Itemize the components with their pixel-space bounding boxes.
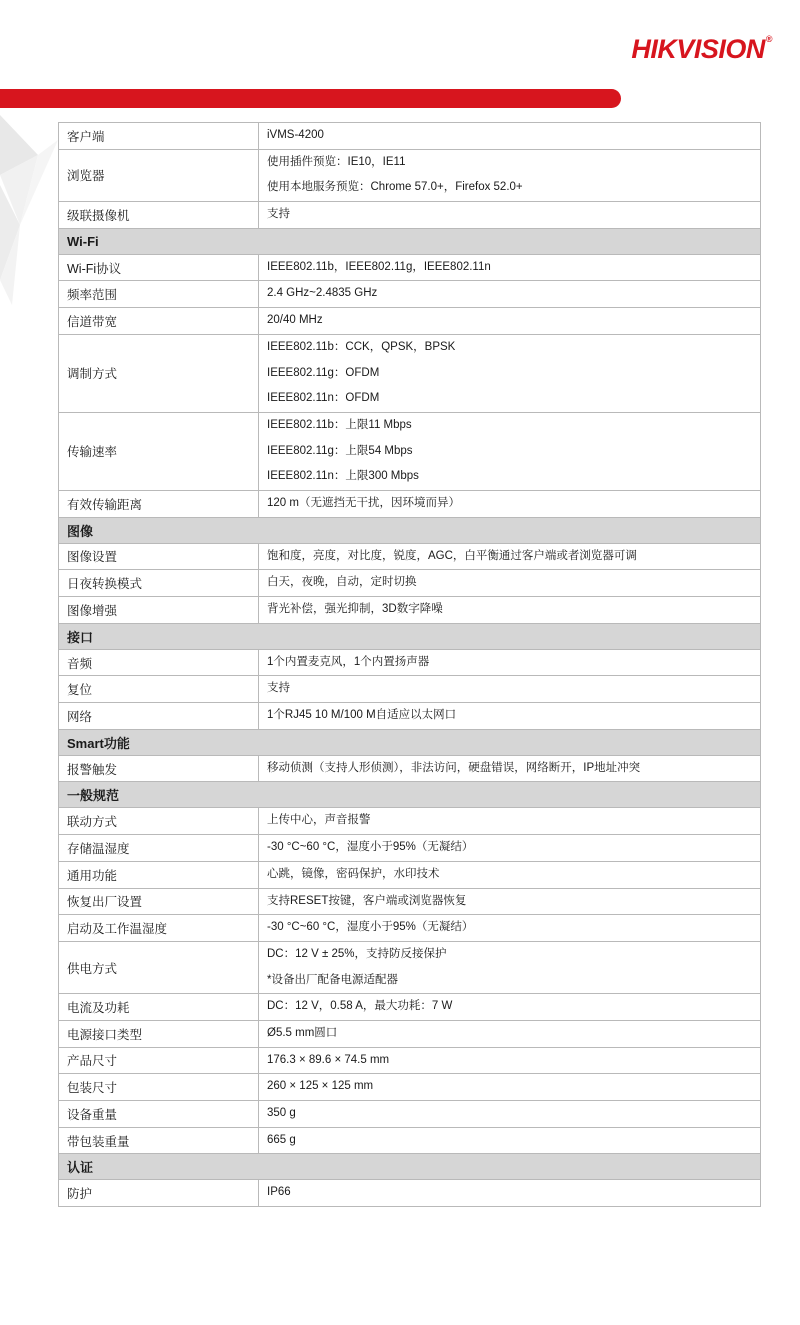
spec-value-line: DC：12 V ± 25%，支持防反接保护: [267, 947, 447, 960]
spec-value-line: 白天，夜晚，自动，定时切换: [267, 576, 417, 589]
spec-value: [259, 1127, 761, 1154]
spec-value-line: IEEE802.11b：CCK，QPSK，BPSK: [267, 340, 456, 353]
spec-value-line: 支持: [267, 682, 290, 695]
spec-value-line: IEEE802.11g：OFDM: [267, 366, 380, 379]
spec-row: [59, 1074, 761, 1101]
spec-row: [59, 570, 761, 597]
spec-table: [58, 122, 761, 1207]
spec-row: [59, 888, 761, 915]
spec-value-line: 移动侦测（支持人形侦测），非法访问，硬盘错误，网络断开，IP地址冲突: [267, 761, 641, 774]
spec-row: [59, 281, 761, 308]
spec-value-line: 饱和度，亮度，对比度，锐度，AGC，白平衡通过客户端或者浏览器可调: [267, 549, 637, 562]
spec-value-line: 使用本地服务预览：Chrome 57.0+，Firefox 52.0+: [267, 181, 523, 194]
spec-value-line: -30 °C~60 °C，湿度小于95%（无凝结）: [267, 921, 474, 934]
spec-value: [259, 649, 761, 676]
spec-value: [259, 888, 761, 915]
hikvision-logo: [631, 34, 772, 65]
spec-label: 信道带宽: [59, 308, 259, 335]
spec-label: 有效传输距离: [59, 490, 259, 517]
spec-row: [59, 861, 761, 888]
spec-row: [59, 543, 761, 570]
section-header-row: [59, 228, 761, 254]
spec-label: 防护: [59, 1180, 259, 1207]
section-title: 认证: [59, 1154, 761, 1180]
spec-label: 客户端: [59, 123, 259, 150]
spec-value: [259, 412, 761, 490]
spec-value-line: 2.4 GHz~2.4835 GHz: [267, 287, 378, 300]
section-header-row: [59, 1154, 761, 1180]
spec-value-line: 350 g: [267, 1107, 296, 1119]
spec-row: [59, 1180, 761, 1207]
spec-value-line: 使用插件预览：IE10，IE11: [267, 155, 406, 168]
spec-value: [259, 1074, 761, 1101]
spec-value: [259, 1047, 761, 1074]
spec-label: 设备重量: [59, 1101, 259, 1128]
spec-value: [259, 149, 761, 201]
header-red-bar: [0, 89, 621, 108]
section-title: Wi-Fi: [59, 228, 761, 254]
spec-value-line: 背光补偿，强光抑制，3D数字降噪: [267, 603, 443, 615]
spec-value: [259, 254, 761, 281]
spec-label: 日夜转换模式: [59, 570, 259, 597]
spec-value-line: Ø5.5 mm圆口: [267, 1026, 338, 1039]
spec-value-line: 120 m（无遮挡无干扰，因环境而异）: [267, 496, 460, 509]
section-title: 一般规范: [59, 782, 761, 808]
spec-value-line: 1个内置麦克风，1个内置扬声器: [267, 655, 430, 668]
spec-label: 产品尺寸: [59, 1047, 259, 1074]
decorative-shards: [0, 105, 62, 315]
spec-value-line: 心跳，镜像，密码保护，水印技术: [267, 867, 440, 880]
section-header-row: [59, 517, 761, 543]
spec-value-line: DC：12 V，0.58 A，最大功耗：7 W: [267, 1000, 453, 1013]
section-title: 接口: [59, 623, 761, 649]
spec-row: [59, 202, 761, 229]
spec-label: 频率范围: [59, 281, 259, 308]
spec-value: [259, 915, 761, 942]
spec-label: 级联摄像机: [59, 202, 259, 229]
spec-row: [59, 123, 761, 150]
spec-label: 通用功能: [59, 861, 259, 888]
spec-label: 存储温湿度: [59, 835, 259, 862]
section-header-row: [59, 729, 761, 755]
spec-value-line: 上传中心，声音报警: [267, 814, 371, 827]
spec-row: [59, 334, 761, 412]
spec-value: [259, 543, 761, 570]
spec-row: [59, 412, 761, 490]
spec-row: [59, 1020, 761, 1047]
spec-value: [259, 597, 761, 624]
spec-label: 电流及功耗: [59, 994, 259, 1021]
section-title: Smart功能: [59, 729, 761, 755]
spec-label: 报警触发: [59, 755, 259, 782]
spec-value-line: IEEE802.11g：上限54 Mbps: [267, 444, 413, 457]
spec-label: 电源接口类型: [59, 1020, 259, 1047]
section-header-row: [59, 782, 761, 808]
spec-value-line: 20/40 MHz: [267, 314, 323, 327]
spec-label: 复位: [59, 676, 259, 703]
spec-row: [59, 915, 761, 942]
spec-value: [259, 308, 761, 335]
spec-value-line: IEEE802.11b，IEEE802.11g，IEEE802.11n: [267, 260, 491, 273]
spec-row: [59, 1127, 761, 1154]
spec-value-line: IEEE802.11b：上限11 Mbps: [267, 418, 412, 431]
spec-value: [259, 755, 761, 782]
spec-label: 传输速率: [59, 412, 259, 490]
spec-row: [59, 1047, 761, 1074]
spec-row: [59, 597, 761, 624]
spec-label: 带包装重量: [59, 1127, 259, 1154]
spec-value-line: 260 × 125 × 125 mm: [267, 1080, 374, 1093]
spec-value-line: *设备出厂配备电源适配器: [267, 973, 398, 986]
spec-label: 网络: [59, 703, 259, 730]
spec-value-line: IP66: [267, 1186, 291, 1199]
spec-value-line: IEEE802.11n：OFDM: [267, 392, 380, 405]
spec-row: [59, 308, 761, 335]
spec-value: [259, 861, 761, 888]
spec-label: 图像设置: [59, 543, 259, 570]
spec-label: 联动方式: [59, 808, 259, 835]
spec-label: 启动及工作温湿度: [59, 915, 259, 942]
spec-value: [259, 703, 761, 730]
spec-row: [59, 835, 761, 862]
spec-value: [259, 676, 761, 703]
spec-label: 供电方式: [59, 941, 259, 993]
spec-value-line: 1个RJ45 10 M/100 M自适应以太网口: [267, 709, 457, 722]
spec-value-line: 支持RESET按键，客户端或浏览器恢复: [267, 894, 467, 907]
spec-value: [259, 490, 761, 517]
spec-value: [259, 1101, 761, 1128]
spec-row: [59, 649, 761, 676]
spec-value: [259, 808, 761, 835]
spec-row: [59, 808, 761, 835]
spec-value: [259, 202, 761, 229]
spec-row: [59, 149, 761, 201]
spec-value: [259, 1020, 761, 1047]
spec-value-line: -30 °C~60 °C，湿度小于95%（无凝结）: [267, 841, 474, 854]
spec-row: [59, 941, 761, 993]
spec-value: [259, 941, 761, 993]
section-header-row: [59, 623, 761, 649]
spec-value: [259, 570, 761, 597]
spec-row: [59, 1101, 761, 1128]
spec-row: [59, 676, 761, 703]
spec-label: 包装尺寸: [59, 1074, 259, 1101]
spec-value: [259, 123, 761, 150]
spec-row: [59, 703, 761, 730]
spec-label: Wi-Fi协议: [59, 254, 259, 281]
spec-value-line: 665 g: [267, 1133, 296, 1146]
spec-label: 图像增强: [59, 597, 259, 624]
spec-row: [59, 490, 761, 517]
spec-value-line: 176.3 × 89.6 × 74.5 mm: [267, 1053, 390, 1066]
spec-value-line: iVMS-4200: [267, 129, 324, 141]
spec-value: [259, 835, 761, 862]
spec-value: [259, 334, 761, 412]
section-title: 图像: [59, 517, 761, 543]
spec-label: 音频: [59, 649, 259, 676]
logo-text: HIKVISION: [631, 34, 765, 64]
spec-row: [59, 755, 761, 782]
registered-mark: ®: [765, 34, 772, 44]
spec-value-line: IEEE802.11n：上限300 Mbps: [267, 470, 419, 483]
spec-label: 浏览器: [59, 149, 259, 201]
spec-row: [59, 254, 761, 281]
spec-label: 恢复出厂设置: [59, 888, 259, 915]
spec-value: [259, 281, 761, 308]
spec-row: [59, 994, 761, 1021]
spec-value-line: 支持: [267, 208, 290, 221]
spec-value: [259, 1180, 761, 1207]
spec-label: 调制方式: [59, 334, 259, 412]
spec-value: [259, 994, 761, 1021]
